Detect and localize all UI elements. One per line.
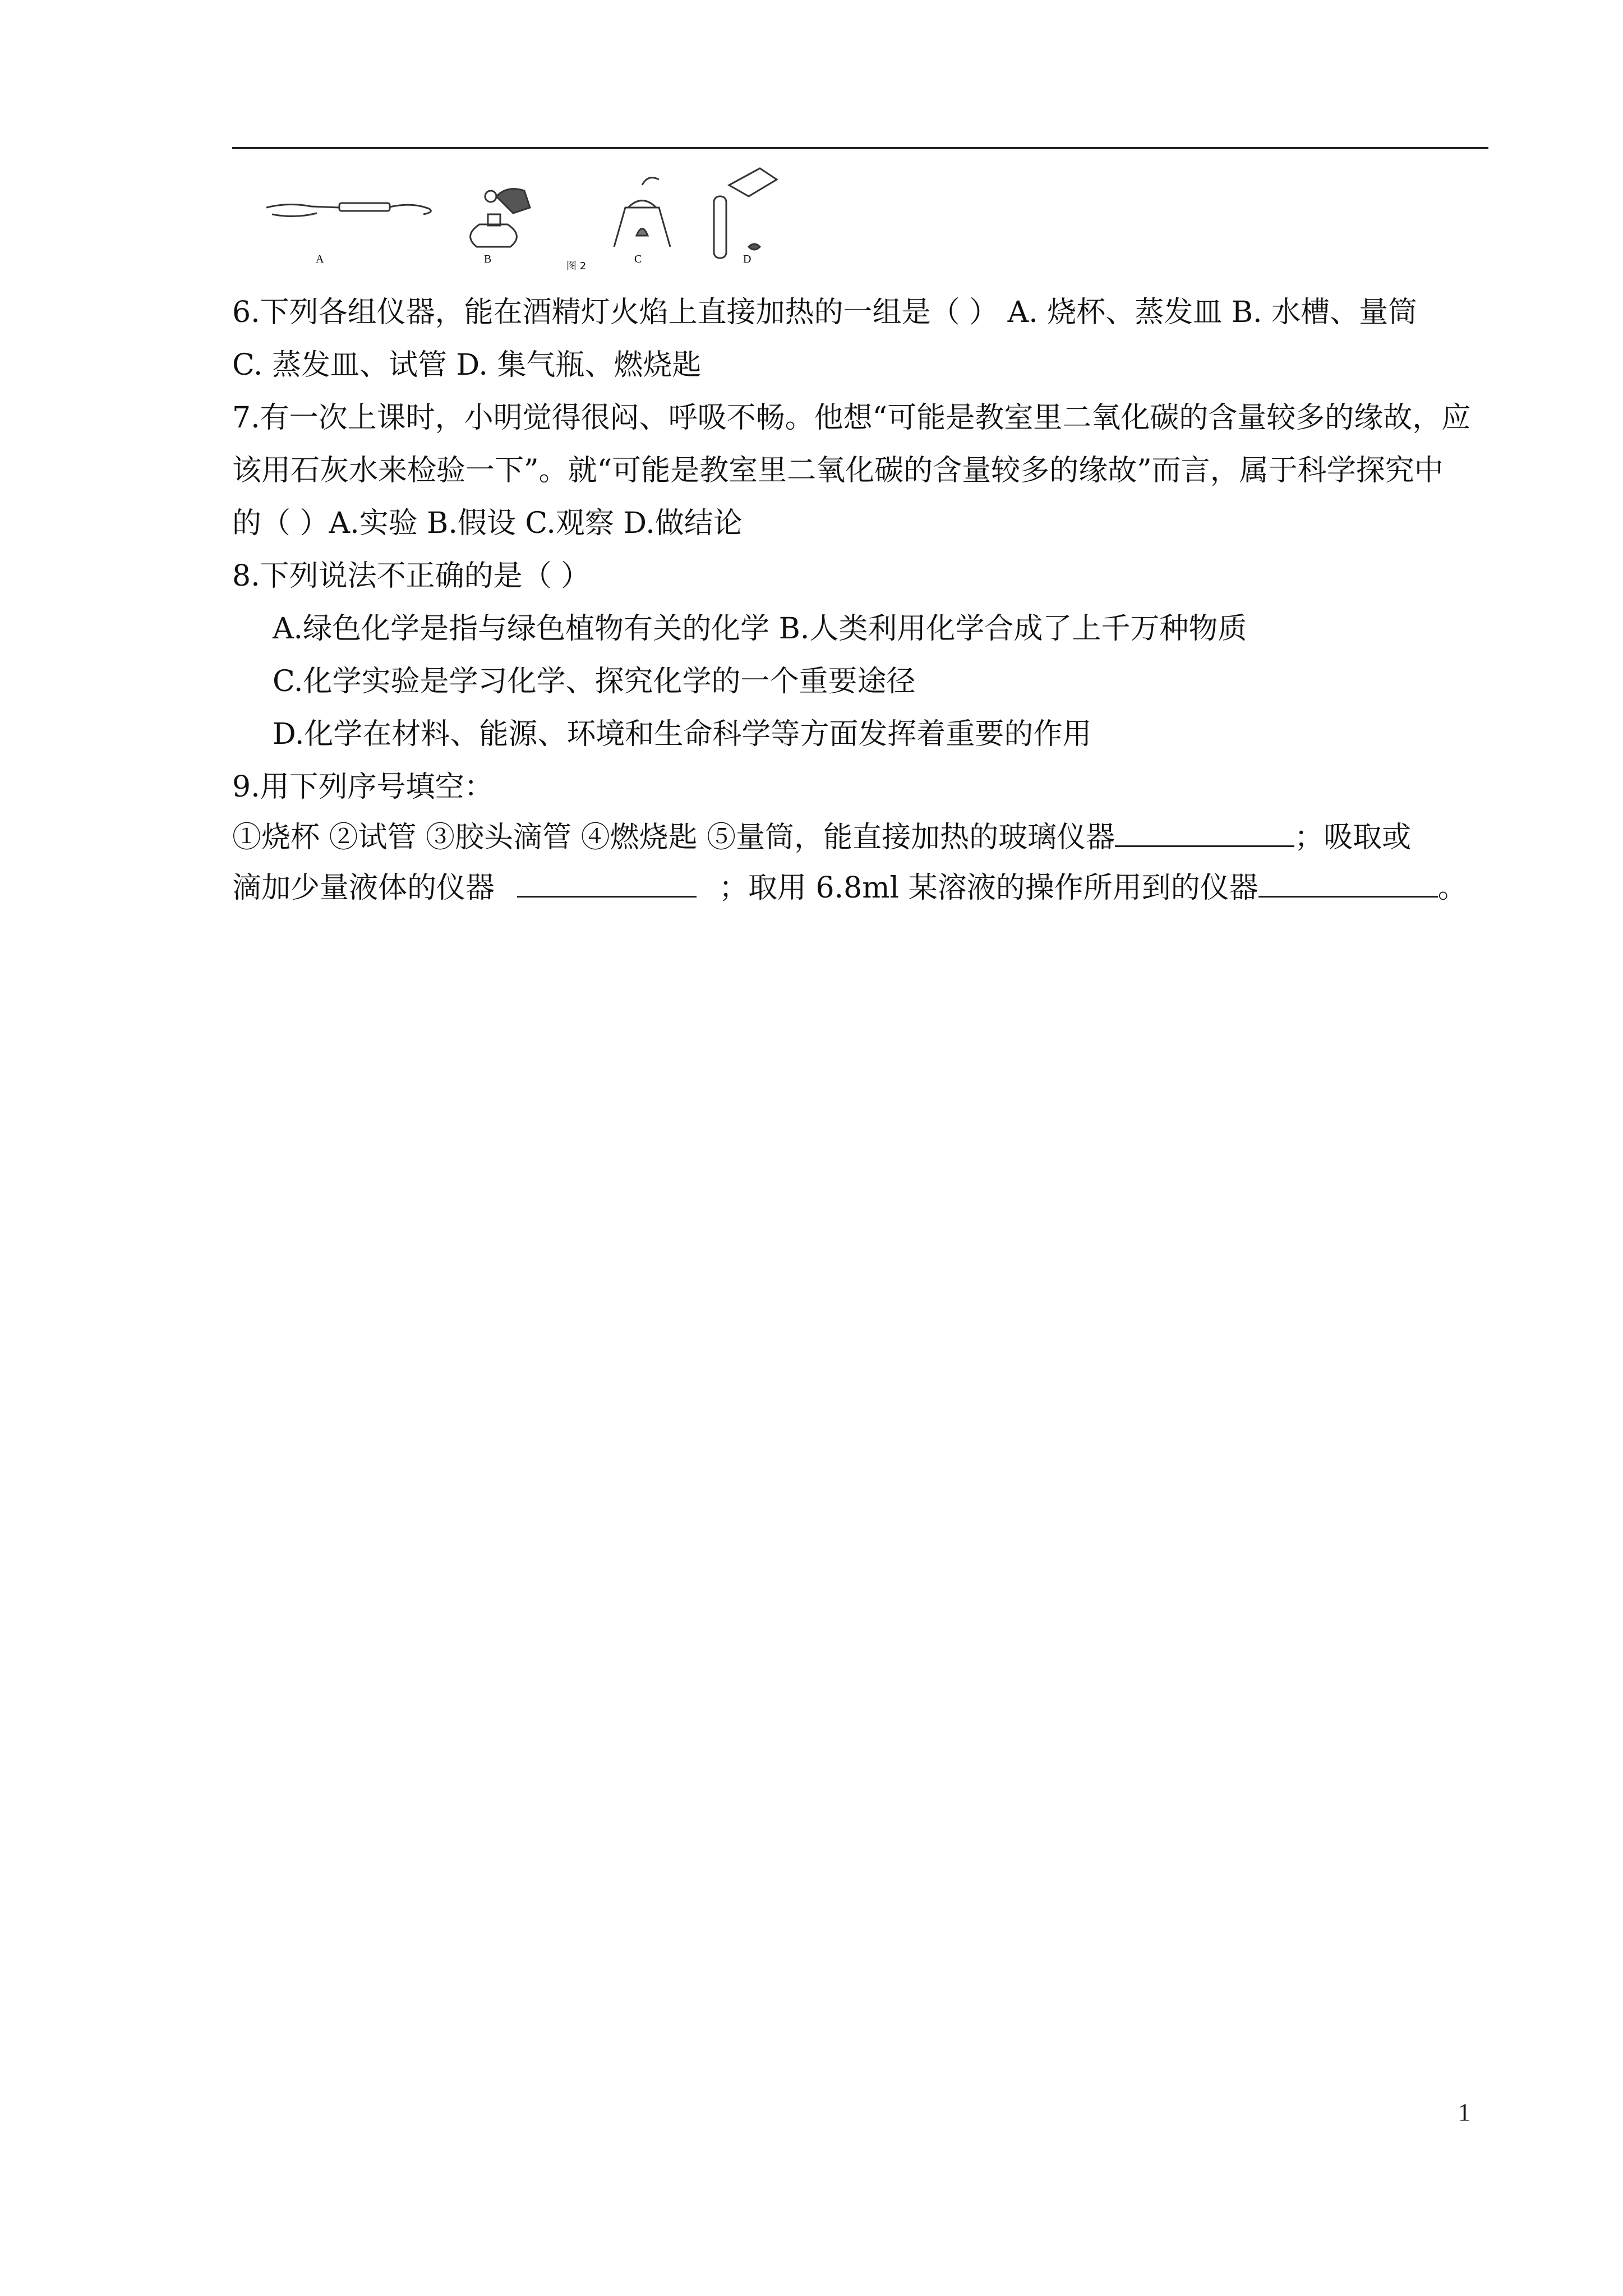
question-9-line-2-text: 滴加少量液体的仪器: [232, 871, 495, 905]
figure-label-d: D: [743, 253, 751, 265]
figure-d-illustration: [714, 168, 777, 258]
question-9-line-1: [232, 811, 1488, 864]
question-6-line-2: C. 蒸发皿、试管 D. 集气瓶、燃烧匙: [232, 348, 702, 382]
question-9-line-2: [232, 862, 1488, 914]
question-9-line-1-suffix: ；吸取或: [1294, 821, 1412, 854]
lab-operation-figure: [255, 163, 827, 275]
figure-label-b: B: [484, 253, 492, 265]
question-8-option-d: D.化学在材料、能源、环境和生命科学等方面发挥着重要的作用: [273, 717, 1092, 751]
answer-blank-heatable-glassware[interactable]: [1115, 821, 1294, 847]
question-9-line-2-mid: ；取用 6.8ml 某溶液的操作所用到的仪器: [719, 871, 1258, 905]
figure-label-a: A: [316, 253, 324, 265]
question-8-options-a-b: A.绿色化学是指与绿色植物有关的化学 B.人类利用化学合成了上千万种物质: [273, 612, 1247, 646]
figure-caption: 图 2: [566, 260, 587, 272]
question-7-line-3: 的（ ）A.实验 B.假设 C.观察 D.做结论: [232, 507, 743, 540]
figure-c-illustration: [614, 178, 670, 247]
answer-blank-dropping-liquid[interactable]: [517, 871, 697, 898]
question-8-option-c: C.化学实验是学习化学、探究化学的一个重要途径: [273, 665, 916, 698]
figure-b-illustration: [471, 189, 530, 247]
question-9-stem: 9.用下列序号填空：: [232, 770, 494, 804]
question-7-line-1: 7.有一次上课时，小明觉得很闷、呼吸不畅。他想“可能是教室里二氧化碳的含量较多的缘故，应: [232, 401, 1471, 435]
answer-blank-measuring-solution[interactable]: [1258, 871, 1438, 898]
figure-label-c: C: [634, 253, 642, 265]
page-number: 1: [1458, 2099, 1470, 2126]
figure-illustrations: [255, 163, 827, 275]
question-6-line-1: 6.下列各组仪器，能在酒精灯火焰上直接加热的一组是（ ） A. 烧杯、蒸发皿 B. 水槽、量筒: [232, 296, 1418, 329]
question-9-line-2-suffix: 。: [1437, 871, 1467, 905]
figure-a-illustration: [266, 203, 431, 217]
question-8-stem: 8.下列说法不正确的是（ ）: [232, 559, 591, 593]
header-rule: [232, 147, 1488, 149]
question-9-line-1-text: ①烧杯 ②试管 ③胶头滴管 ④燃烧匙 ⑤量筒，能直接加热的玻璃仪器: [232, 821, 1115, 854]
question-7-line-2: 该用石灰水来检验一下”。就“可能是教室里二氧化碳的含量较多的缘故”而言，属于科学探究中: [232, 454, 1444, 487]
